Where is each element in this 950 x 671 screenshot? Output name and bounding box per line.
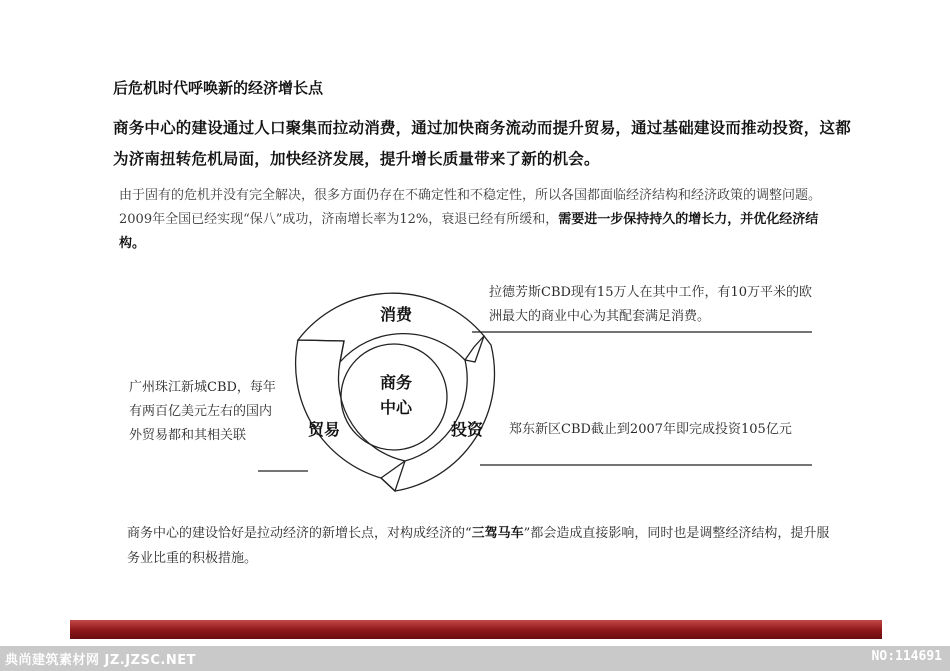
cycle-label-investment: 投资 <box>450 420 484 439</box>
intro-emphasis: 需要进一步保持持久的增长力，并优化经济结构。 <box>119 212 819 251</box>
footer-watermark: 典尚建筑素材网 JZ.JZSC.NET <box>5 653 196 668</box>
footer-bar <box>0 646 950 671</box>
cycle-label-consumption: 消费 <box>379 305 413 324</box>
decorative-red-bar <box>70 620 882 639</box>
intro-text: 由于固有的危机并没有完全解决，很多方面仍存在不确定性和不稳定性，所以各国都面临经济结构和经济政策的调整问题。2009年全国已经实现“保八”成功，济南增长率为12%，衰退已经有所缓和， <box>119 188 822 227</box>
closing-paragraph <box>127 521 837 571</box>
slide-title: 后危机时代呼唤新的经济增长点 <box>113 79 324 97</box>
cycle-center-circle <box>341 344 447 450</box>
footer-number: NO:114691 <box>871 649 942 664</box>
cycle-segment-top <box>298 293 484 362</box>
note-guangzhou: 广州珠江新城CBD，每年有两百亿美元左右的国内外贸易都和其相关联 <box>129 380 276 443</box>
closing-text-after: ”都会造成直接影响，同时也是调整经济结构，提升服务业比重的积极措施。 <box>127 526 830 566</box>
cycle-label-trade: 贸易 <box>307 420 341 439</box>
cycle-center-label-2: 中心 <box>379 398 413 417</box>
cycle-center-label-1: 商务 <box>379 373 413 392</box>
closing-text-before: 商务中心的建设恰好是拉动经济的新增长点，对构成经济的“ <box>127 526 472 541</box>
closing-emphasis: 三驾马车 <box>471 526 524 541</box>
note-zhengdong: 郑东新区CBD截止到2007年即完成投资105亿元 <box>509 422 792 437</box>
lead-paragraph: 商务中心的建设通过人口聚集而拉动消费，通过加快商务流动而提升贸易，通过基础建设而推动投资，这都为济南扭转危机局面，加快经济发展，提升增长质量带来了新的机会。 <box>113 119 851 168</box>
note-cbd-europe: 拉德芳斯CBD现有15万人在其中工作，有10万平米的欧洲最大的商业中心为其配套满足消费。 <box>489 285 813 324</box>
